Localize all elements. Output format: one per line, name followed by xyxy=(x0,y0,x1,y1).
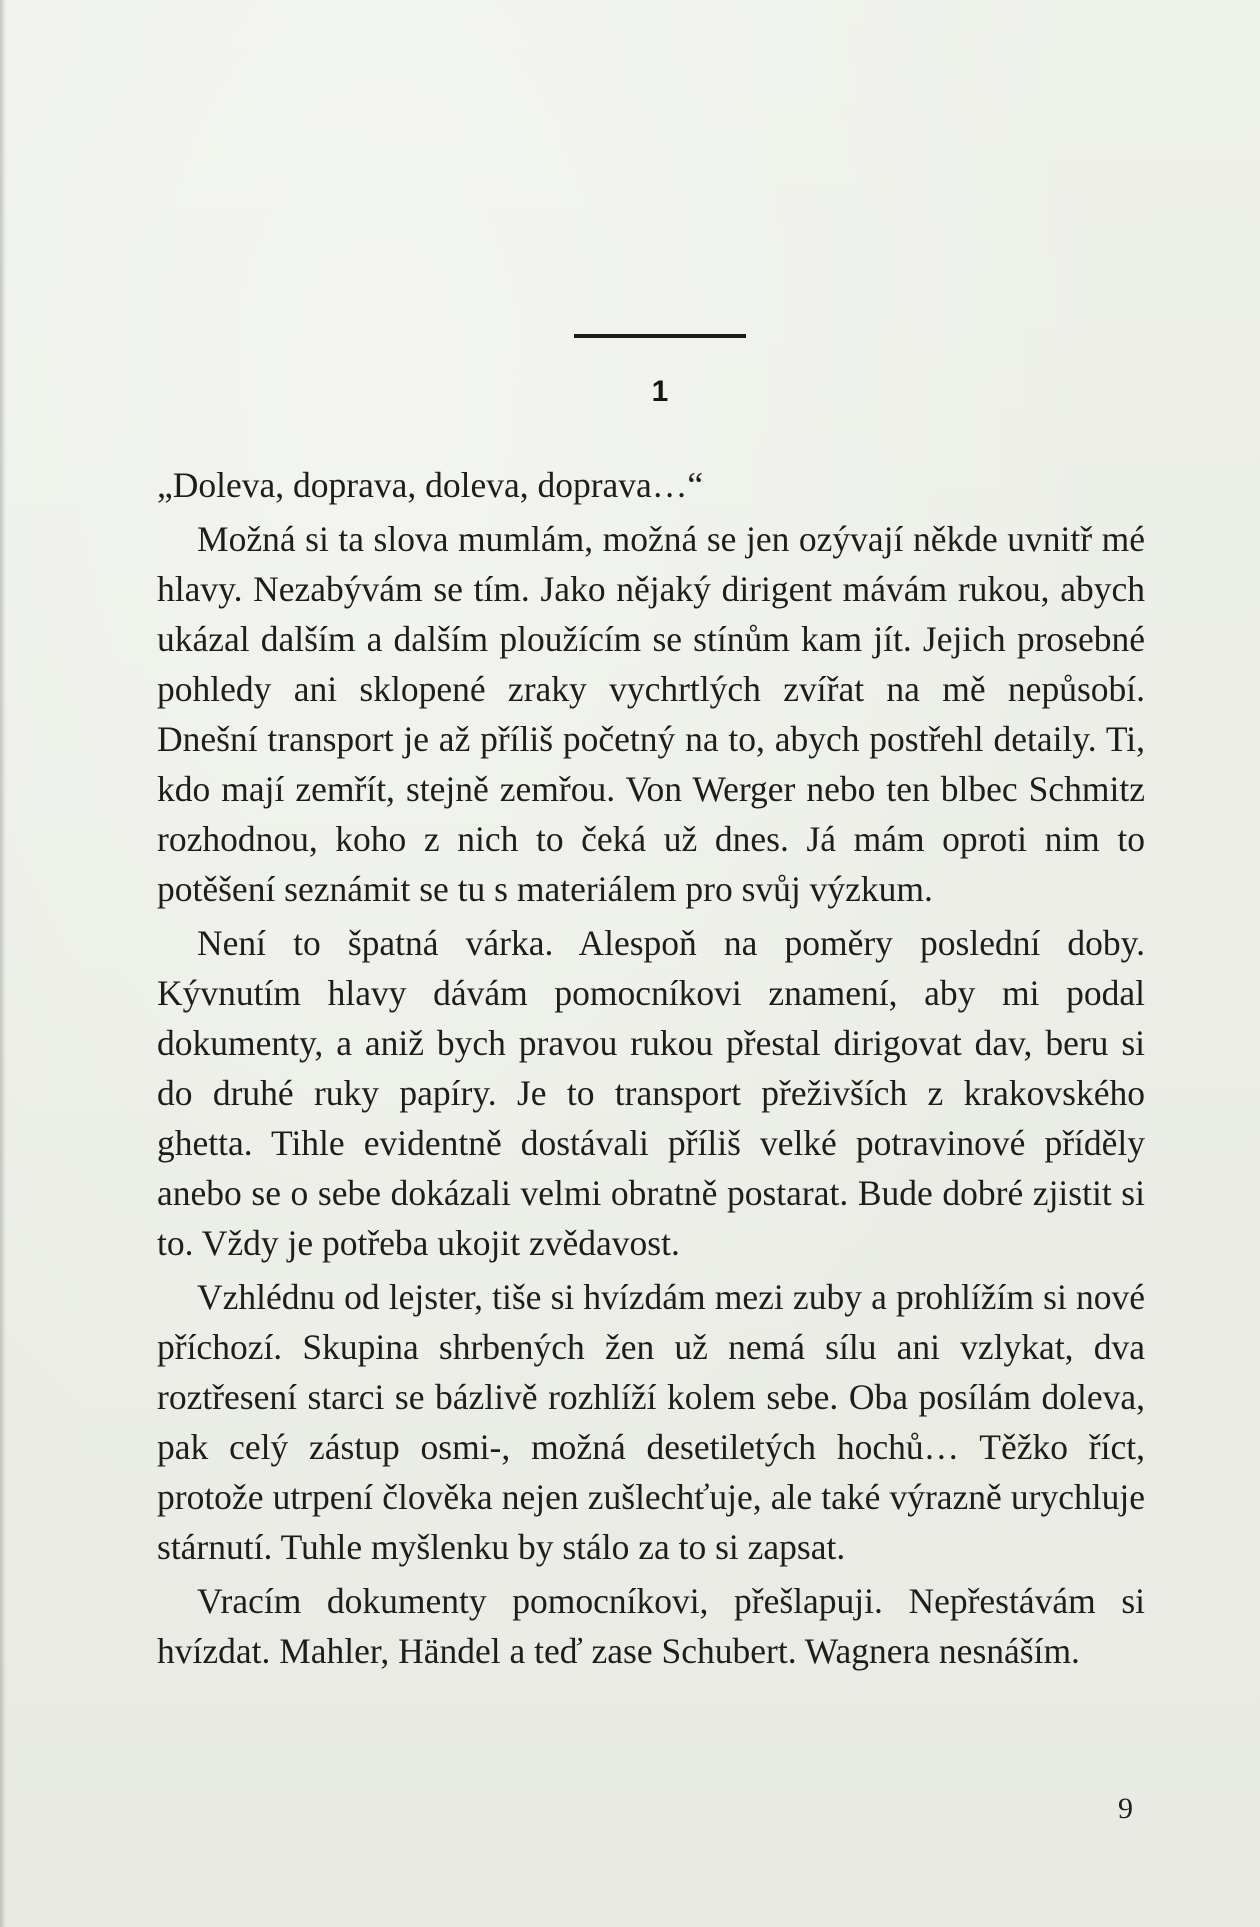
paragraph: Vracím dokumenty pomocníkovi, přešlapuji. Nepřestávám si hvízdat. Mahler, Händel a teď zase Schubert. Wagnera nesnáším. xyxy=(157,1581,1145,1671)
paragraph: Vzhlédnu od lejster, tiše si hvízdám mezi zuby a prohlížím si nové příchozí. Skupina shrbených žen už nemá sílu ani vzlykat, dva roztřesení starci se bázlivě rozhlíží kolem sebe. Oba posílám doleva, pak celý zástup osmi-, možná desetiletých hochů… Těžko říct, protože utrpení člověka nejen zušlechťuje, ale také výrazně urychluje stárnutí. Tuhle myšlenku by stálo za to si zapsat. xyxy=(157,1277,1145,1567)
chapter-number: 1 xyxy=(651,375,669,408)
chapter-text xyxy=(157,460,1145,1680)
page-binding-shadow xyxy=(0,0,6,1927)
paragraph: Možná si ta slova mumlám, možná se jen ozývají někde uvnitř mé hlavy. Nezabývám se tím. Jako nějaký dirigent mávám rukou, abych ukázal dalším a dalším ploužícím se stínům kam jít. Jejich prosebné pohledy ani sklopené zraky vychrtlých zvířat na mě nepůsobí. Dnešní transport je až příliš početný na to, abych postřehl detaily. Ti, kdo mají zemřít, stejně zemřou. Von Werger nebo ten blbec Schmitz rozhodnou, koho z nich to čeká už dnes. Já mám oproti nim to potěšení seznámit se tu s materiálem pro svůj výzkum. xyxy=(157,519,1145,909)
chapter-rule xyxy=(574,334,746,338)
page-number: 9 xyxy=(1118,1792,1133,1825)
paragraph: Není to špatná várka. Alespoň na poměry poslední doby. Kývnutím hlavy dávám pomocníkovi znamení, aby mi podal dokumenty, a aniž bych pravou rukou přestal dirigovat dav, beru si do druhé ruky papíry. Je to transport přeživších z krakovského ghetta. Tihle evidentně dostávali příliš velké potravinové příděly anebo se o sebe dokázali velmi obratně postarat. Bude dobré zjistit si to. Vždy je potřeba ukojit zvědavost. xyxy=(157,923,1145,1263)
paragraph-dialogue: „Doleva, doprava, doleva, doprava…“ xyxy=(157,465,704,505)
